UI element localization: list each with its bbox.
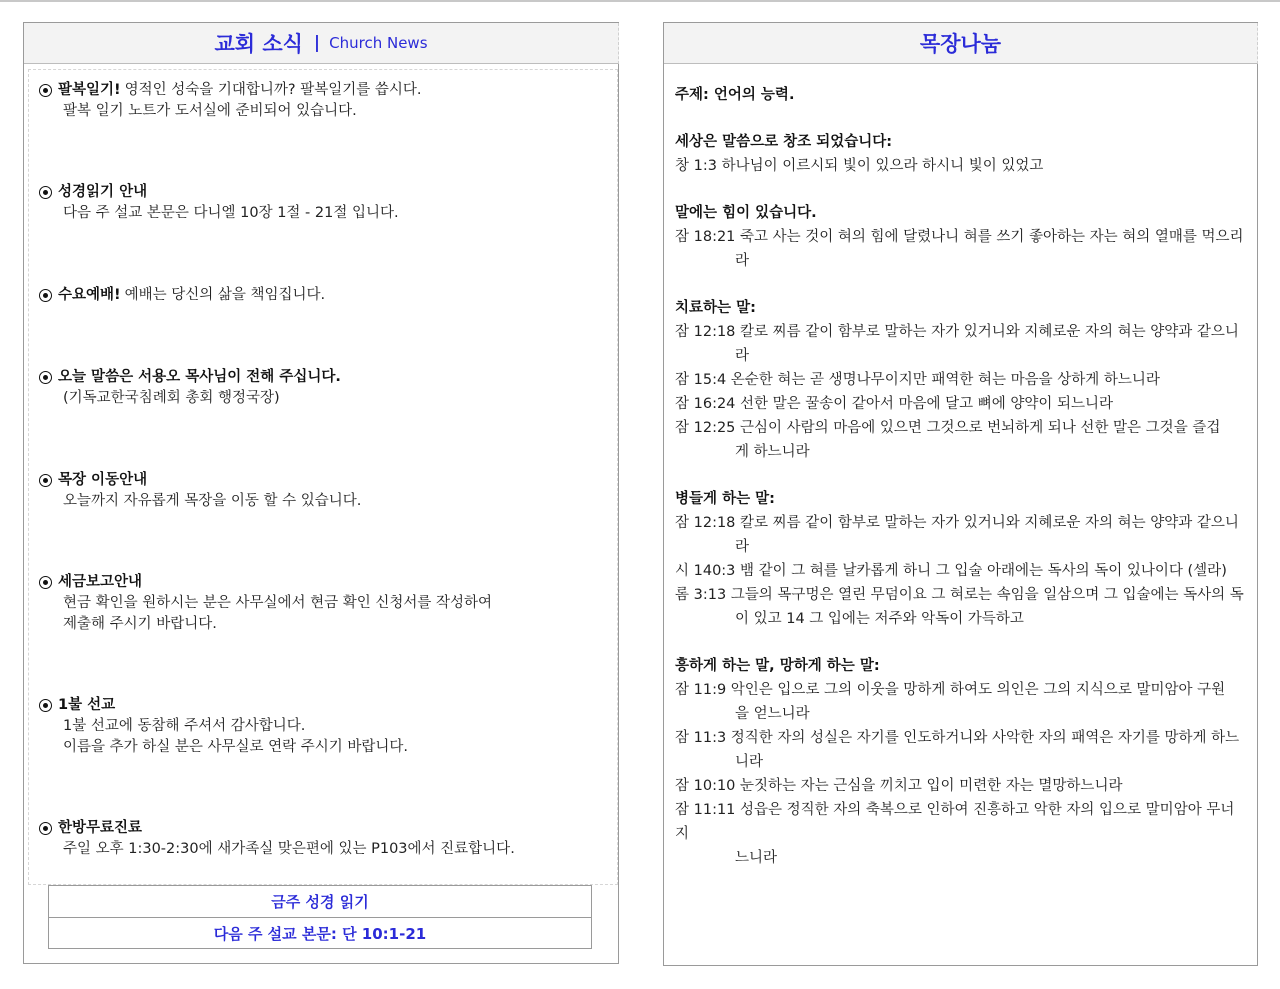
verse — [675, 511, 1247, 559]
news-line: 주일 오후 1:30-2:30에 새가족실 맞은편에 있는 P103에서 진료합니다. — [63, 841, 515, 857]
verse-text: 칼로 찌름 같이 함부로 말하는 자가 있거니와 지혜로운 자의 혀는 양약과 같으니 — [740, 324, 1239, 340]
news-line: 1불 선교에 동참해 주셔서 감사합니다. — [63, 718, 306, 734]
news-title: 한방무료진료 — [58, 820, 143, 836]
verse-ref: 잠 12:18 — [675, 324, 736, 340]
verse — [675, 726, 1247, 774]
news-line: 다음 주 설교 본문은 다니엘 10장 1절 - 21절 입니다. — [63, 205, 399, 221]
verse-ref: 잠 11:9 — [675, 682, 727, 698]
news-item-free-oriental-clinic — [39, 818, 609, 860]
news-line: 현금 확인을 원하시는 분은 사무실에서 현금 확인 신청서를 작성하여 — [63, 595, 493, 611]
section-title: 치료하는 말: — [675, 300, 756, 316]
verse — [675, 392, 1247, 416]
verse-ref: 잠 11:11 — [675, 802, 736, 818]
cell-sharing-panel — [663, 22, 1258, 966]
verse — [675, 320, 1247, 368]
sharing-content — [675, 83, 1247, 893]
section-creation — [675, 130, 1247, 178]
top-divider — [0, 0, 1280, 2]
news-item-wednesday-worship — [39, 285, 609, 306]
news-item-todays-preacher — [39, 367, 609, 409]
news-title: 목장 이동안내 — [58, 472, 148, 488]
news-line: 오늘까지 자유롭게 목장을 이동 할 수 있습니다. — [63, 493, 362, 509]
news-desc: 예배는 당신의 삶을 책임집니다. — [124, 287, 326, 303]
target-bullet-icon — [39, 822, 52, 835]
verse-text: 온순한 혀는 곧 생명나무이지만 패역한 혀는 마음을 상하게 하느니라 — [730, 372, 1160, 388]
target-bullet-icon — [39, 576, 52, 589]
news-desc: 영적인 성숙을 기대합니까? 팔복일기를 씁시다. — [124, 82, 422, 98]
verse — [675, 774, 1247, 798]
verse-text: 뱀 같이 그 혀를 날카롭게 하니 그 입술 아래에는 독사의 독이 있나이다 (셀라) — [740, 563, 1227, 579]
target-bullet-icon — [39, 186, 52, 199]
verse-continuation: 이 있고 14 그 입에는 저주와 악독이 가득하고 — [735, 611, 1024, 627]
verse — [675, 416, 1247, 464]
verse-text: 성읍은 정직한 자의 축복으로 인하여 진흥하고 악한 자의 입으로 말미암아 무너지 — [675, 802, 1235, 842]
news-title: 세금보고안내 — [58, 574, 143, 590]
news-line: 제출해 주시기 바랍니다. — [63, 616, 217, 632]
news-title: 1불 선교 — [58, 697, 116, 713]
verse-ref: 잠 10:10 — [675, 778, 736, 794]
verse-ref: 잠 12:25 — [675, 420, 736, 436]
title-separator: | — [313, 33, 321, 53]
verse-ref: 롬 3:13 — [675, 587, 727, 603]
verse — [675, 368, 1247, 392]
verse-ref: 잠 15:4 — [675, 372, 727, 388]
verse-continuation: 느니라 — [735, 850, 778, 866]
target-bullet-icon — [39, 474, 52, 487]
section-harmful-words — [675, 487, 1247, 631]
verse-text: 정직한 자의 성실은 자기를 인도하거니와 사악한 자의 패역은 자기를 망하게 하느 — [730, 730, 1240, 746]
section-title: 세상은 말씀으로 창조 되었습니다: — [675, 134, 893, 150]
verse-continuation: 게 하느니라 — [735, 444, 810, 460]
verse-continuation: 라 — [735, 539, 750, 555]
news-title: 성경읽기 안내 — [58, 184, 148, 200]
section-power-of-words — [675, 201, 1247, 273]
verse-ref: 시 140:3 — [675, 563, 736, 579]
verse-continuation: 라 — [735, 348, 750, 364]
next-sermon-text: 다음 주 설교 본문: 단 10:1-21 — [49, 917, 591, 949]
verse-text: 눈짓하는 자는 근심을 끼치고 입이 미련한 자는 멸망하느니라 — [740, 778, 1123, 794]
news-list — [28, 69, 618, 885]
section-healing-words — [675, 296, 1247, 464]
verse-ref: 잠 11:3 — [675, 730, 727, 746]
verse — [675, 154, 1247, 178]
church-news-panel — [23, 22, 619, 964]
verse — [675, 798, 1247, 870]
church-news-title: 교회 소식 — [214, 32, 303, 56]
news-item-cell-transfer — [39, 470, 609, 512]
verse-text: 하나님이 이르시되 빛이 있으라 하시니 빛이 있었고 — [721, 158, 1044, 174]
verse — [675, 678, 1247, 726]
verse-continuation: 라 — [735, 253, 750, 269]
cell-sharing-header — [664, 23, 1258, 64]
verse-ref: 잠 18:21 — [675, 229, 736, 245]
news-line: (기독교한국침례회 총회 행정국장) — [63, 390, 280, 406]
verse — [675, 583, 1247, 631]
sharing-theme: 주제: 언어의 능력. — [675, 87, 795, 103]
news-line: 이름을 추가 하실 분은 사무실로 연락 주시기 바랍니다. — [63, 739, 409, 755]
news-item-bible-reading — [39, 182, 609, 224]
verse-text: 죽고 사는 것이 혀의 힘에 달렸나니 혀를 쓰기 좋아하는 자는 혀의 열매를 먹으리 — [740, 229, 1244, 245]
section-title: 병들게 하는 말: — [675, 491, 775, 507]
verse — [675, 225, 1247, 273]
verse-text: 악인은 입으로 그의 이웃을 망하게 하여도 의인은 그의 지식으로 말미암아 구원 — [730, 682, 1226, 698]
verse-text: 칼로 찌름 같이 함부로 말하는 자가 있거니와 지혜로운 자의 혀는 양약과 같으니 — [740, 515, 1239, 531]
verse-ref: 잠 12:18 — [675, 515, 736, 531]
verse — [675, 559, 1247, 583]
verse-text: 그들의 목구멍은 열린 무덤이요 그 혀로는 속임을 일삼으며 그 입술에는 독사의 독 — [730, 587, 1244, 603]
verse-continuation: 니라 — [735, 754, 764, 770]
verse-ref: 창 1:3 — [675, 158, 717, 174]
section-title: 말에는 힘이 있습니다. — [675, 205, 817, 221]
news-line: 팔복 일기 노트가 도서실에 준비되어 있습니다. — [63, 103, 357, 119]
cell-sharing-title: 목장나눔 — [919, 32, 1002, 56]
verse-text: 근심이 사람의 마음에 있으면 그것으로 번뇌하게 되나 선한 말은 그것을 즐겁 — [740, 420, 1221, 436]
news-item-one-dollar-mission — [39, 695, 609, 758]
verse-ref: 잠 16:24 — [675, 396, 736, 412]
news-title: 팔복일기! — [58, 82, 121, 98]
news-title: 오늘 말씀은 서용오 목사님이 전해 주십니다. — [58, 369, 341, 385]
target-bullet-icon — [39, 289, 52, 302]
news-item-tax-report — [39, 572, 609, 635]
verse-text: 선한 말은 꿀송이 같아서 마음에 달고 뼈에 양약이 되느니라 — [740, 396, 1114, 412]
news-item-beatitude-journal — [39, 80, 609, 122]
church-news-header — [24, 23, 619, 64]
news-title: 수요예배! — [58, 287, 121, 303]
weekly-bible-reading-label: 금주 성경 읽기 — [271, 893, 369, 911]
church-news-subtitle: Church News — [329, 34, 428, 52]
target-bullet-icon — [39, 699, 52, 712]
target-bullet-icon — [39, 371, 52, 384]
section-title: 흥하게 하는 말, 망하게 하는 말: — [675, 658, 880, 674]
verse-continuation: 을 얻느니라 — [735, 706, 810, 722]
bible-reading-box — [48, 885, 592, 949]
section-prosper-ruin-words — [675, 654, 1247, 870]
target-bullet-icon — [39, 84, 52, 97]
